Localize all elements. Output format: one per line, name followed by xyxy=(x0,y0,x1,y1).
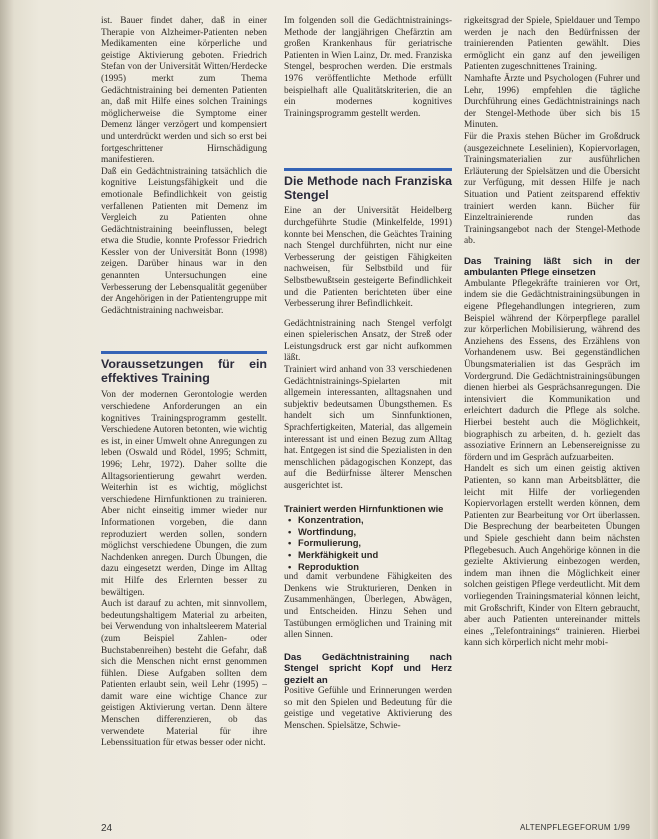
box-heading: Trainiert werden Hirnfunktionen wie xyxy=(284,502,444,514)
bullet-item: • Reproduktion xyxy=(284,561,452,573)
paragraph: Trainiert wird anhand von 33 verschiedenen Gedächtnistrainings-Spielarten mit allgemein interessanten, alltagsnahen und subjektiv bedeutsamen Übungsthemen. Es handelt sich um Sinnfunktionen, Sprachfertigkeiten, Material, das allgemein interessant ist und einen Bezug zum Alltag hat. Entgegen ist sind die Spezialisten in den menschlichen pädagogischen Konzept, das auf die Bedürfnisse älterer Menschen ausgerichtet ist. xyxy=(284,365,452,491)
paragraph: Handelt es sich um einen geistig aktiven Patienten, so kann man Arbeitsblätter, die leicht mit Hilfe der vorliegenden Kopiervorlagen erstellt werden können, dem Patienten zur Bearbeitung vor Ort überlassen. Die Besprechung der bearbeiteten Übungen und Spiele geschieht dann beim nächsten Pflegebesuch. Auch Angehörige können in die gezielte Aktivierung einbezogen werden, indem man ihnen die Möglichkeit einer solchen geistigen Pflege verdeutlicht. Mit dem vorliegenden Trainingsmaterial können leicht, mit Großschrift, Kinder von Eltern gebraucht, aber auch Patienten untereinander mittels eines „Telefontrainings“ trainieren. Hierbei kann sich körperlich nicht mehr mobi- xyxy=(464,464,640,649)
paragraph: Eine an der Universität Heidelberg durchgeführte Studie (Minkelfelde, 1991) konnte bei Menschen, die Geächtes Training nach Stengel durchführten, nicht nur eine Verbesserung der geistigen Fähigkeiten nachweisen, für Selbstbild und für Selbstbewußtsein gesteigerte Befindlichkeit und die Patienten berichteten über eine Verbesserung ihrer Befindlichkeit. xyxy=(284,206,452,310)
text-column-middle xyxy=(284,16,452,733)
page-fold-shadow xyxy=(0,0,14,839)
text-column-right xyxy=(464,16,640,650)
subheading: Das Gedächtnistraining nach Stengel spricht Kopf und Herz gezielt an xyxy=(284,651,452,686)
paragraph: rigkeitsgrad der Spiele, Spieldauer und Tempo werden je nach den Bedürfnissen der trainierenden Patienten gewählt. Dies ermöglicht ein ganz auf den jeweiligen Patienten zugeschnittenes Training. xyxy=(464,16,640,73)
bullet-item: • Wortfindung, xyxy=(284,526,452,538)
paragraph: Für die Praxis stehen Bücher im Großdruck (ausgezeichnete Leselinien), Kopiervorlagen, Trainingsmaterialien zur ausführlichen Erläuterung der Spielsätzen und die Übersicht zur Verfügung, mit dessen Hilfe je nach Situation und Patient zeitsparend effektiv trainiert werden kann. Bücher für Einzeltrainierende runden das Trainingsangebot nach der Stengel-Methode ab. xyxy=(464,131,640,247)
page-number: 24 xyxy=(101,823,113,834)
section-heading-block xyxy=(284,174,452,202)
bullet-item: • Merkfähigkeit und xyxy=(284,549,452,561)
journal-footer: ALTENPFLEGEFORUM 1/99 xyxy=(520,823,631,832)
paragraph: Namhafte Ärzte und Psychologen (Fuhrer und Lehr, 1996) empfehlen die tägliche Durchführung eines Gedächtnistrainings nach der Stengel-Methode über sich bis 15 Minuten. xyxy=(464,73,640,131)
paragraph: ist. Bauer findet daher, daß in einer Therapie von Alzheimer-Patienten neben Medikamenten eine körperliche und geistige Aktivierung geboten. Friedrich Stefan von der Universität Witten/Herdecke (1995) merkt zum Thema Gedächtnistraining bei dementen Patienten an, daß mit Hilfe eines solchen Trainings möglicherweise die Symptome einer Demenz länger verzögert und kompensiert und unterdrückt werden und sich so erst bei fortgeschrittener Hirnschädigung manifestieren. xyxy=(101,16,267,166)
section-heading-block xyxy=(101,357,267,385)
text-column-left xyxy=(101,16,267,750)
bullet-list xyxy=(284,514,452,572)
section-heading: Voraussetzungen für ein effektives Training xyxy=(101,357,267,386)
page-edge-shadow xyxy=(650,0,658,839)
paragraph: Gedächtnistraining nach Stengel verfolgt einen spielerischen Ansatz, der Streß oder Leistungsdruck erst gar nicht aufkommen läßt. xyxy=(284,318,452,364)
paragraph: Daß ein Gedächtnistraining tatsächlich die kognitive Leistungsfähigkeit und die emotionale Befindlichkeit von geistig verfallenen Patienten mit Demenz im Vergleich zu Patienten ohne Gedächtnistraining beeinflussen, belegt etwa die Studie, konnte Professor Friedrich Kessler von der Universität Bonn (1998) zeigen. Darüber hinaus war in den genannten Untersuchungen eine Verbesserung der Lebensqualität gegenüber der Angehörigen in der Patientengruppe mit Gedächtnistraining nachweisbar. xyxy=(101,166,267,316)
paragraph: und damit verbundene Fähigkeiten des Denkens wie Strukturieren, Denken in Zusammenhängen, Überlegen, Abwägen, und Entscheiden. Hinzu Sehen und Tastübungen ermöglichen und Training mit allen Sinnen. xyxy=(284,572,452,641)
paragraph: Ambulante Pflegekräfte trainieren vor Ort, indem sie die Gedächtnistrainingsübungen in eigene Pflegehandlungen integrieren, zum Beispiel während der Körperpflege parallel zur körperlichen Mobilisierung, während des Anziehens des Essens, des Erzählens von Vorhandenem usw. Bei gegenständlichen Übungsmaterialien ist das Gespräch im Vordergrund. Die Gedächtnistrainingsübungen dienen hierbei als Gesprächsanregungen. Die intensiviert die Kommunikation und erleichtert dadurch die Pflege als solche. Hierbei besteht auch die Möglichkeit, biographisch zu arbeiten, d. h. gezielt das assoziative Erinnern an Lebensereignisse zu fördern und im Gespräch aufzuarbeiten. xyxy=(464,278,640,463)
subheading: Das Training läßt sich in der ambulanten Pflege einsetzen xyxy=(464,255,640,279)
heading-rule xyxy=(101,351,267,354)
bullet-item: • Konzentration, xyxy=(284,514,452,526)
heading-rule xyxy=(284,168,452,171)
paragraph: Positive Gefühle und Erinnerungen werden so mit den Spielen und Bedeutung für die geistige und vegetative Aktivierung des Menschen. Spielsätze, Schwie- xyxy=(284,686,452,731)
paragraph: Von der modernen Gerontologie werden verschiedene Anforderungen an ein kognitives Trainingsprogramm gestellt. Verschiedene Autoren betonten, wie wichtig es ist, in einer Umwelt ohne Anregungen zu leben (Oswald und Rödel, 1995; Schmitt, 1996; Lehr, 1972). Daher sollte die Alltagsorientierung gewahrt werden. Weiterhin ist es wichtig, möglichst verschiedene Hirnfunktionen zu trainieren. Aber nicht einseitig immer wieder nur Informationen vorgeben, die dann reproduziert werden sollen, sondern möglichst verschiedene Übungen, die zum Nachdenken anregen. Durch Übungen, die dazu eingesetzt werden, Dinge im Alltag mit Hilfe des Erlernten besser zu bewältigen. xyxy=(101,390,267,598)
paragraph: Im folgenden soll die Gedächtnistrainings-Methode der langjährigen Chefärztin am großen Krankenhaus für geriatrische Patienten in Wien Lainz, Dr. med. Franziska Stengel, besprochen werden. Die erstmals 1976 veröffentlichte Methode erfüllt beispielhaft alle Qualitätskriterien, die an ein modernes kognitives Trainingsprogramm gestellt werden. xyxy=(284,16,452,119)
section-heading: Die Methode nach Franziska Stengel xyxy=(284,174,452,203)
bullet-item: • Formulierung, xyxy=(284,537,452,549)
paragraph: Auch ist darauf zu achten, mit sinnvollem, bedeutungshaltigem Material zu arbeiten, bei Verwendung von inhaltsleerem Material (zum Beispiel Zahlen- oder Buchstabenreihen) besteht die Gefahr, daß sich die Menschen nicht ernst genommen fühlen. Diese Aufgaben sollten dem Patienten erlaubt sein, weil Lehr (1995) – damit ware eine wichtige Chance zur geistigen Aktivierung vertan. Denn ältere Menschen differenzieren, ob das verwendete Material für ihre Lebenssituation für etwas besser oder nicht. xyxy=(101,599,267,749)
